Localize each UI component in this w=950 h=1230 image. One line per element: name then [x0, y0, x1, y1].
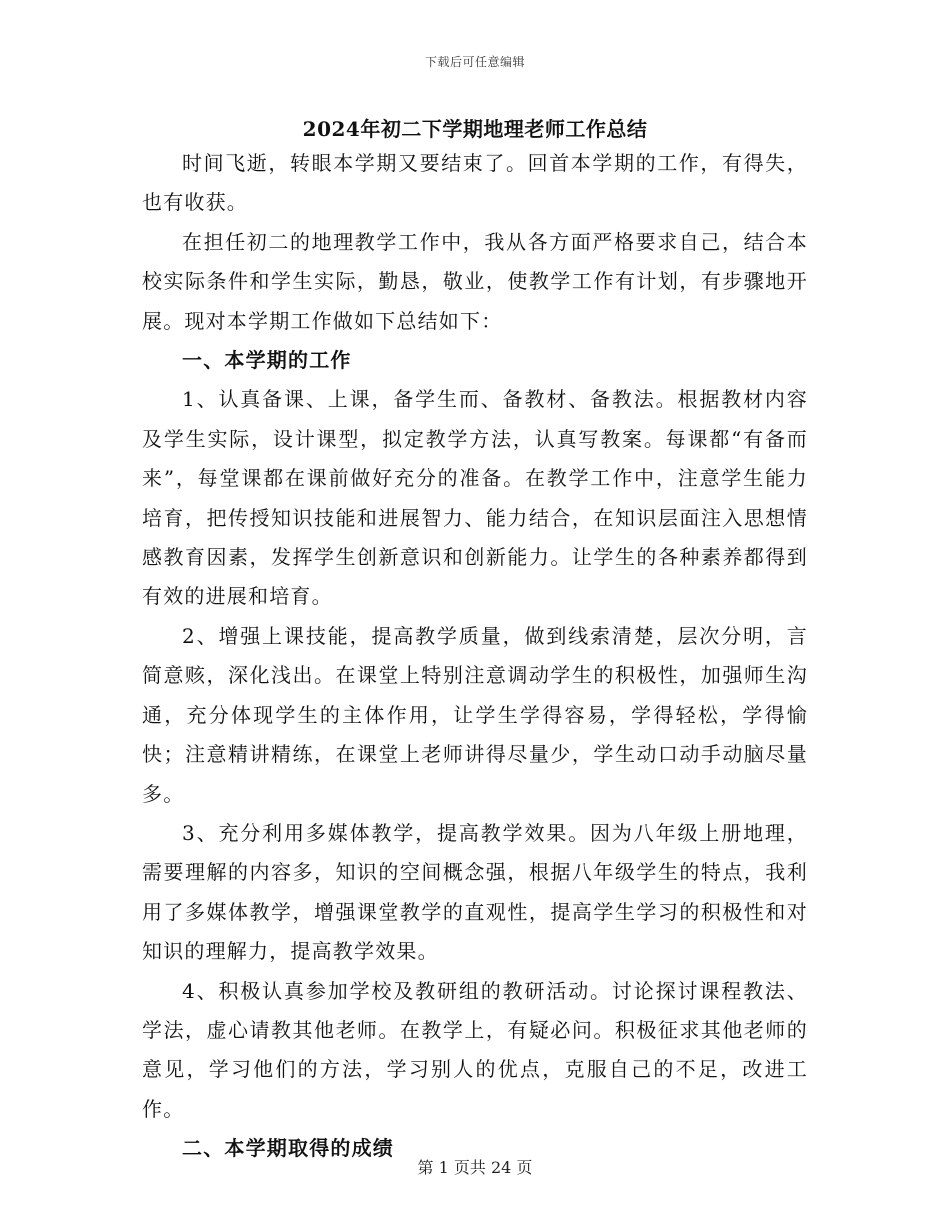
work-item-2: 2、增强上课技能，提高教学质量，做到线索清楚，层次分明，言简意赅，深化浅出。在课堂上特别注意调动学生的积极性，加强师生沟通，充分体现学生的主体作用，让学生学得容易，学得轻松，学得愉快；注意精讲精练，在课堂上老师讲得尽量少，学生动口动手动脑尽量多。: [142, 623, 808, 806]
work-item-3: 3、充分利用多媒体教学，提高教学效果。因为八年级上册地理，需要理解的内容多，知识的空间概念强，根据八年级学生的特点，我利用了多媒体教学，增强课堂教学的直观性，提高学生学习的积极性和对知识的理解力，提高教学效果。: [142, 820, 808, 964]
section-heading-achievements: 二、本学期取得的成绩: [182, 1136, 394, 1161]
work-item-4: 4、积极认真参加学校及教研组的教研活动。讨论探讨课程教法、学法，虚心请教其他老师。在教学上，有疑必问。积极征求其他老师的意见，学习他们的方法，学习别人的优点，克服自己的不足，改进工作。: [142, 978, 808, 1121]
header-note: 下载后可任意编辑: [424, 55, 525, 69]
work-item-1: 1、认真备课、上课，备学生而、备教材、备教法。根据教材内容及学生实际，设计课型，拟定教学方法，认真写教案。每课都“有备而来”，每堂课都在课前做好充分的准备。在教学工作中，注意学生能力培育，把传授知识技能和进展智力、能力结合，在知识层面注入思想情感教育因素，发挥学生创新意识和创新能力。让学生的各种素养都得到有效的进展和培育。: [142, 387, 808, 609]
intro-paragraph-1: 时间飞逝，转眼本学期又要结束了。回首本学期的工作，有得失，也有收获。: [142, 151, 808, 215]
intro-paragraph-2: 在担任初二的地理教学工作中，我从各方面严格要求自己，结合本校实际条件和学生实际，勤恳，敬业，使教学工作有计划，有步骤地开展。现对本学期工作做如下总结如下：: [142, 229, 808, 333]
document-body: [142, 144, 808, 1169]
page-number: 第 1 页共 24 页: [417, 1158, 533, 1177]
document-title: 2024年初二下学期地理老师工作总结: [302, 117, 648, 141]
section-heading-work: 一、本学期的工作: [182, 348, 352, 373]
